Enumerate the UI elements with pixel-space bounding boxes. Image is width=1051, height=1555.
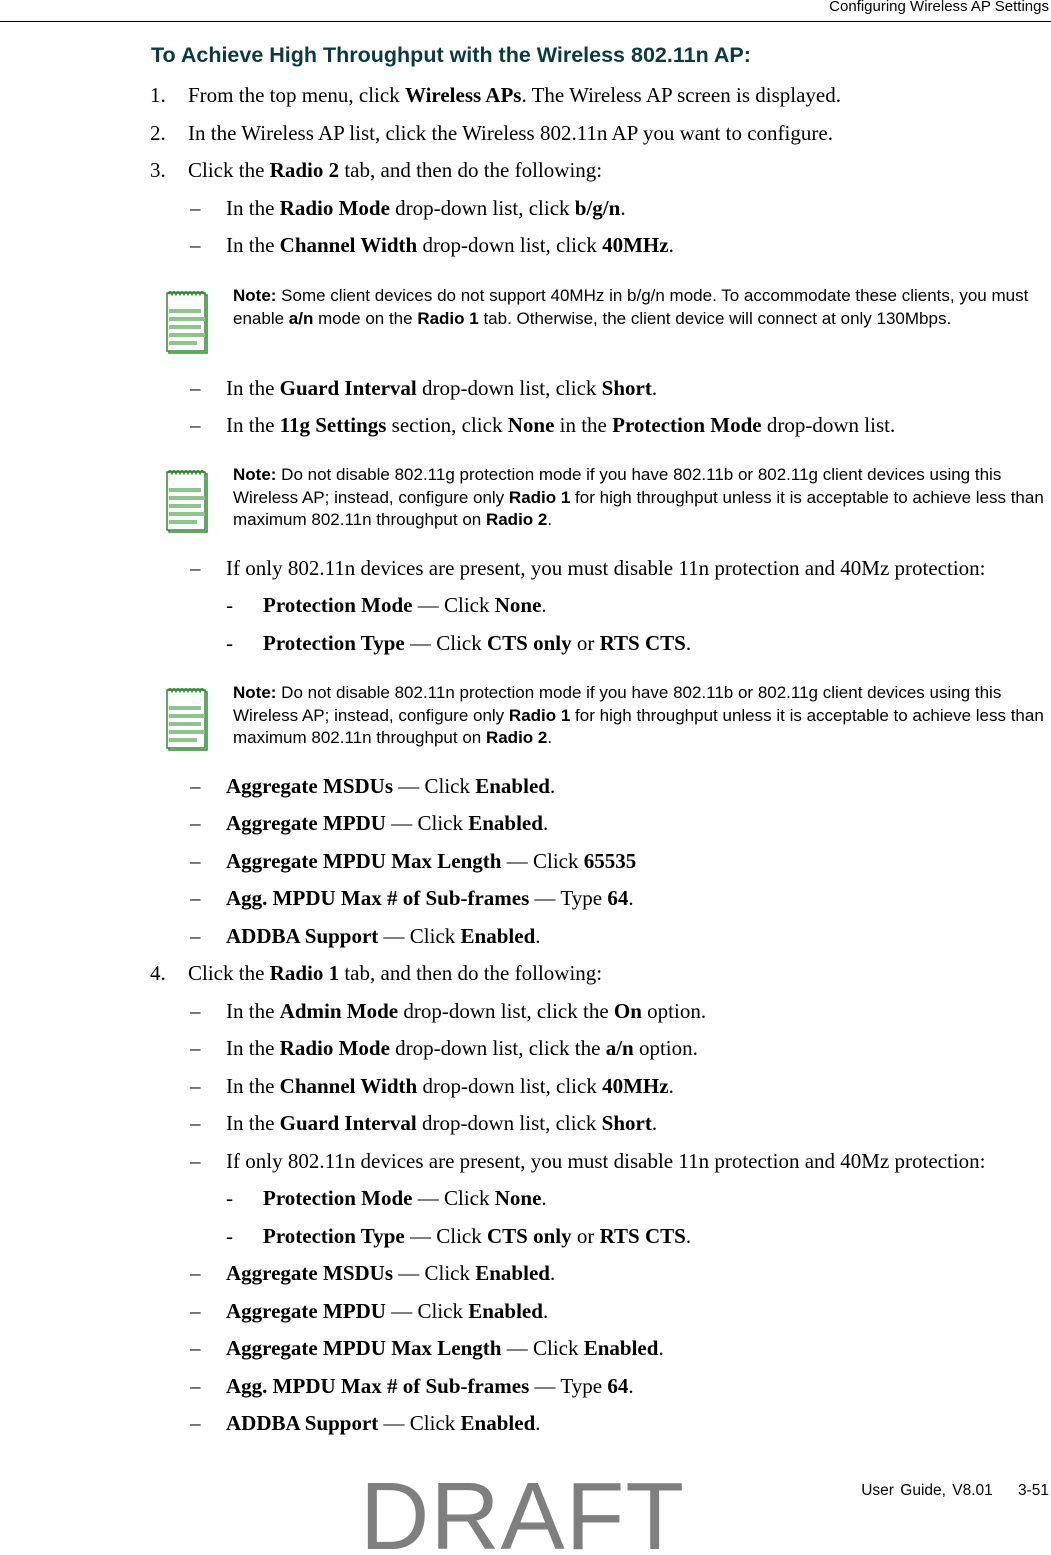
bold-term: Protection Mode bbox=[612, 413, 762, 437]
list-item bbox=[263, 1223, 691, 1249]
bold-term: None bbox=[494, 1186, 542, 1210]
list-marker: – bbox=[190, 1411, 201, 1435]
list-marker: – bbox=[190, 999, 201, 1023]
bold-term: Radio 1 bbox=[508, 487, 571, 507]
list-marker: – bbox=[190, 1149, 201, 1173]
list-marker: – bbox=[190, 811, 201, 835]
bold-term: Protection Type bbox=[263, 631, 405, 655]
text-run: . bbox=[685, 1224, 692, 1248]
text-run: . bbox=[541, 1186, 547, 1210]
text-run: — Click bbox=[378, 1411, 461, 1435]
text-run: In the bbox=[226, 376, 280, 400]
text-run: option. bbox=[633, 1036, 698, 1060]
bold-term: Enabled bbox=[460, 1411, 536, 1435]
bold-term: Agg. MPDU Max # of Sub-frames bbox=[226, 886, 530, 910]
draft-watermark: DRAFT bbox=[360, 1463, 685, 1555]
list-marker: 3. bbox=[150, 158, 166, 182]
bold-term: Protection Mode bbox=[263, 593, 413, 617]
note-icon bbox=[166, 469, 210, 535]
text-run: In the Wireless AP list, click the Wireless 802.11n AP you want to configure. bbox=[188, 121, 833, 145]
text-run: . bbox=[547, 728, 553, 747]
list-marker: – bbox=[190, 1111, 201, 1135]
bold-term: Channel Width bbox=[279, 233, 418, 257]
text-run: for high throughput unless it is acceptable to achieve less than maximum 802.11n throughput on bbox=[233, 705, 1044, 747]
text-run: section, click bbox=[386, 413, 508, 437]
bold-term: ADDBA Support bbox=[226, 924, 379, 948]
list-item bbox=[188, 960, 602, 986]
bold-term: None bbox=[507, 413, 555, 437]
bold-term: b/g/n bbox=[574, 196, 621, 220]
text-run: — Click bbox=[404, 631, 487, 655]
list-item bbox=[226, 998, 706, 1024]
text-run: Click the bbox=[188, 158, 270, 182]
bold-term: 65535 bbox=[583, 849, 637, 873]
list-item bbox=[226, 232, 674, 258]
list-marker: – bbox=[190, 1074, 201, 1098]
section-heading: To Achieve High Throughput with the Wireless 802.11n AP: bbox=[151, 43, 751, 67]
text-run: . bbox=[628, 886, 634, 910]
bold-term: Guard Interval bbox=[279, 1111, 417, 1135]
bold-term: On bbox=[613, 999, 642, 1023]
bold-term: 64 bbox=[607, 886, 629, 910]
text-run: In the bbox=[226, 1111, 280, 1135]
text-run: tab, and then do the following: bbox=[339, 158, 603, 182]
text-run: . bbox=[547, 510, 553, 529]
bold-term: Aggregate MPDU Max Length bbox=[226, 849, 502, 873]
list-item bbox=[226, 885, 634, 911]
note-icon bbox=[166, 290, 210, 356]
text-run: mode on the bbox=[313, 308, 418, 328]
text-run: . bbox=[549, 1261, 556, 1285]
list-item bbox=[226, 1110, 657, 1136]
text-run: — Click bbox=[385, 811, 469, 835]
bold-term: CTS only bbox=[486, 1224, 572, 1248]
list-marker: – bbox=[190, 1336, 201, 1360]
bold-term: Note: bbox=[233, 286, 277, 305]
text-run: — Click bbox=[412, 593, 495, 617]
bold-term: Radio 1 bbox=[508, 705, 571, 725]
bold-term: Channel Width bbox=[279, 1074, 418, 1098]
text-run: In the bbox=[226, 413, 280, 437]
bold-term: None bbox=[494, 593, 542, 617]
list-item bbox=[188, 82, 841, 108]
text-run: or bbox=[571, 631, 600, 655]
text-run: . bbox=[620, 196, 626, 220]
bold-term: RTS CTS bbox=[599, 1224, 686, 1248]
text-run: drop-down list, click bbox=[416, 376, 602, 400]
bold-term: Aggregate MSDUs bbox=[226, 1261, 393, 1285]
list-marker: – bbox=[190, 413, 201, 437]
list-marker: – bbox=[190, 1374, 201, 1398]
bold-term: Radio 1 bbox=[269, 961, 340, 985]
bold-term: RTS CTS bbox=[599, 631, 686, 655]
note-text bbox=[233, 285, 1051, 330]
list-marker: 2. bbox=[150, 121, 166, 145]
bold-term: Enabled bbox=[468, 1299, 543, 1323]
bold-term: Aggregate MPDU Max Length bbox=[226, 1336, 502, 1360]
bold-term: ADDBA Support bbox=[226, 1411, 379, 1435]
text-run: . bbox=[535, 1411, 541, 1435]
text-run: — Type bbox=[529, 1374, 608, 1398]
bold-term: Agg. MPDU Max # of Sub-frames bbox=[226, 1374, 530, 1398]
bold-term: Aggregate MPDU bbox=[226, 1299, 386, 1323]
bold-term: Note: bbox=[233, 683, 277, 702]
bold-term: Enabled bbox=[475, 1261, 550, 1285]
list-marker: – bbox=[190, 196, 201, 220]
bold-term: 11g Settings bbox=[279, 413, 387, 437]
bold-term: Protection Type bbox=[263, 1224, 405, 1248]
text-run: . bbox=[668, 1074, 674, 1098]
list-marker: 4. bbox=[150, 961, 166, 985]
list-item bbox=[226, 412, 895, 438]
list-marker: – bbox=[190, 924, 201, 948]
bold-term: a/n bbox=[605, 1036, 634, 1060]
text-run: drop-down list. bbox=[761, 413, 896, 437]
bold-term: Enabled bbox=[475, 774, 550, 798]
text-run: for high throughput unless it is acceptable to achieve less than maximum 802.11n throughput on bbox=[233, 487, 1044, 529]
list-item bbox=[226, 1073, 674, 1099]
list-item bbox=[226, 1335, 664, 1361]
list-item bbox=[226, 1410, 541, 1436]
text-run: In the bbox=[226, 1036, 280, 1060]
bold-term: Radio 2 bbox=[485, 728, 548, 747]
note-text bbox=[233, 682, 1051, 750]
list-item bbox=[226, 1298, 548, 1324]
text-run: — Type bbox=[529, 886, 608, 910]
list-item bbox=[226, 1148, 986, 1174]
bold-term: Note: bbox=[233, 465, 277, 484]
bold-term: Radio 2 bbox=[269, 158, 340, 182]
bold-term: Guard Interval bbox=[279, 376, 417, 400]
list-item bbox=[263, 592, 547, 618]
text-run: option. bbox=[641, 999, 707, 1023]
bold-term: Aggregate MSDUs bbox=[226, 774, 393, 798]
bold-term: Short bbox=[601, 1111, 652, 1135]
text-run: drop-down list, click bbox=[416, 1111, 602, 1135]
list-item bbox=[263, 1185, 547, 1211]
text-run: or bbox=[571, 1224, 600, 1248]
text-run: Do not disable 802.11g protection mode if you have 802.11b or 802.11g client devices using this Wireless AP; instead, configure only bbox=[233, 465, 1002, 507]
bold-term: 64 bbox=[607, 1374, 629, 1398]
text-run: . bbox=[668, 233, 674, 257]
text-run: — Click bbox=[393, 774, 476, 798]
text-run: Do not disable 802.11n protection mode if you have 802.11b or 802.11g client devices using this Wireless AP; instead, configure only bbox=[233, 683, 1002, 725]
text-run: drop-down list, click the bbox=[398, 999, 614, 1023]
text-run: . bbox=[651, 1111, 658, 1135]
list-item bbox=[226, 848, 636, 874]
list-marker: – bbox=[190, 556, 201, 580]
text-run: Some client devices do not support 40MHz in b/g/n mode. To accommodate these clients, you must enable bbox=[233, 286, 1029, 328]
list-marker: 1. bbox=[150, 83, 166, 107]
text-run: — Click bbox=[385, 1299, 469, 1323]
list-marker: - bbox=[226, 593, 233, 617]
bold-term: Aggregate MPDU bbox=[226, 811, 386, 835]
text-run: — Click bbox=[501, 849, 584, 873]
text-run: . The Wireless AP screen is displayed. bbox=[521, 83, 841, 107]
list-item bbox=[188, 157, 602, 183]
list-marker: – bbox=[190, 1261, 201, 1285]
text-run: . bbox=[549, 774, 556, 798]
bold-term: Protection Mode bbox=[263, 1186, 413, 1210]
list-item bbox=[226, 923, 541, 949]
text-run: drop-down list, click bbox=[389, 196, 575, 220]
text-run: — Click bbox=[412, 1186, 495, 1210]
running-header: Configuring Wireless AP Settings bbox=[829, 0, 1049, 15]
text-run: If only 802.11n devices are present, you must disable 11n protection and 40Mz protection: bbox=[226, 1149, 986, 1173]
bold-term: 40MHz bbox=[602, 1074, 669, 1098]
text-run: . bbox=[542, 1299, 549, 1323]
text-run: . bbox=[658, 1336, 664, 1360]
header-rule bbox=[0, 21, 1051, 22]
list-marker: – bbox=[190, 886, 201, 910]
bold-term: Enabled bbox=[583, 1336, 659, 1360]
list-item bbox=[226, 195, 626, 221]
list-marker: – bbox=[190, 849, 201, 873]
list-marker: - bbox=[226, 631, 233, 655]
bold-term: Radio Mode bbox=[279, 1036, 390, 1060]
list-item bbox=[263, 630, 691, 656]
text-run: In the bbox=[226, 999, 280, 1023]
bold-term: Enabled bbox=[460, 924, 536, 948]
bold-term: CTS only bbox=[486, 631, 572, 655]
text-run: drop-down list, click bbox=[417, 1074, 603, 1098]
list-marker: - bbox=[226, 1186, 233, 1210]
text-run: . bbox=[541, 593, 547, 617]
bold-term: Admin Mode bbox=[279, 999, 399, 1023]
text-run: drop-down list, click bbox=[417, 233, 603, 257]
bold-term: Wireless APs bbox=[404, 83, 522, 107]
text-run: tab. Otherwise, the client device will connect at only 130Mbps. bbox=[478, 308, 952, 328]
list-marker: – bbox=[190, 1036, 201, 1060]
text-run: . bbox=[651, 376, 658, 400]
text-run: From the top menu, click bbox=[188, 83, 405, 107]
bold-term: Radio 1 bbox=[417, 308, 479, 328]
text-run: . bbox=[535, 924, 541, 948]
list-item bbox=[226, 1035, 698, 1061]
text-run: drop-down list, click the bbox=[389, 1036, 606, 1060]
list-marker: – bbox=[190, 1299, 201, 1323]
text-run: — Click bbox=[393, 1261, 476, 1285]
list-item bbox=[226, 1260, 555, 1286]
page-footer: User Guide, V8.01 3-51 bbox=[861, 1482, 1049, 1499]
list-marker: – bbox=[190, 774, 201, 798]
text-run: — Click bbox=[404, 1224, 487, 1248]
text-run: If only 802.11n devices are present, you must disable 11n protection and 40Mz protection: bbox=[226, 556, 986, 580]
bold-term: 40MHz bbox=[602, 233, 669, 257]
bold-term: Radio Mode bbox=[279, 196, 390, 220]
text-run: — Click bbox=[378, 924, 461, 948]
note-text bbox=[233, 464, 1051, 532]
list-item bbox=[226, 1373, 634, 1399]
list-marker: – bbox=[190, 376, 201, 400]
bold-term: Short bbox=[601, 376, 652, 400]
text-run: — Click bbox=[501, 1336, 584, 1360]
bold-term: a/n bbox=[288, 308, 314, 328]
text-run: Click the bbox=[188, 961, 270, 985]
list-item bbox=[226, 555, 986, 581]
text-run: in the bbox=[554, 413, 613, 437]
note-icon bbox=[166, 687, 210, 753]
text-run: In the bbox=[226, 196, 280, 220]
list-marker: - bbox=[226, 1224, 233, 1248]
list-item bbox=[226, 375, 657, 401]
bold-term: Enabled bbox=[468, 811, 543, 835]
list-item bbox=[226, 773, 555, 799]
text-run: . bbox=[685, 631, 692, 655]
text-run: tab, and then do the following: bbox=[339, 961, 603, 985]
text-run: . bbox=[542, 811, 549, 835]
text-run: In the bbox=[226, 233, 280, 257]
list-item bbox=[188, 120, 833, 146]
list-marker: – bbox=[190, 233, 201, 257]
bold-term: Radio 2 bbox=[485, 510, 548, 529]
text-run: In the bbox=[226, 1074, 280, 1098]
text-run: . bbox=[628, 1374, 634, 1398]
list-item bbox=[226, 810, 548, 836]
